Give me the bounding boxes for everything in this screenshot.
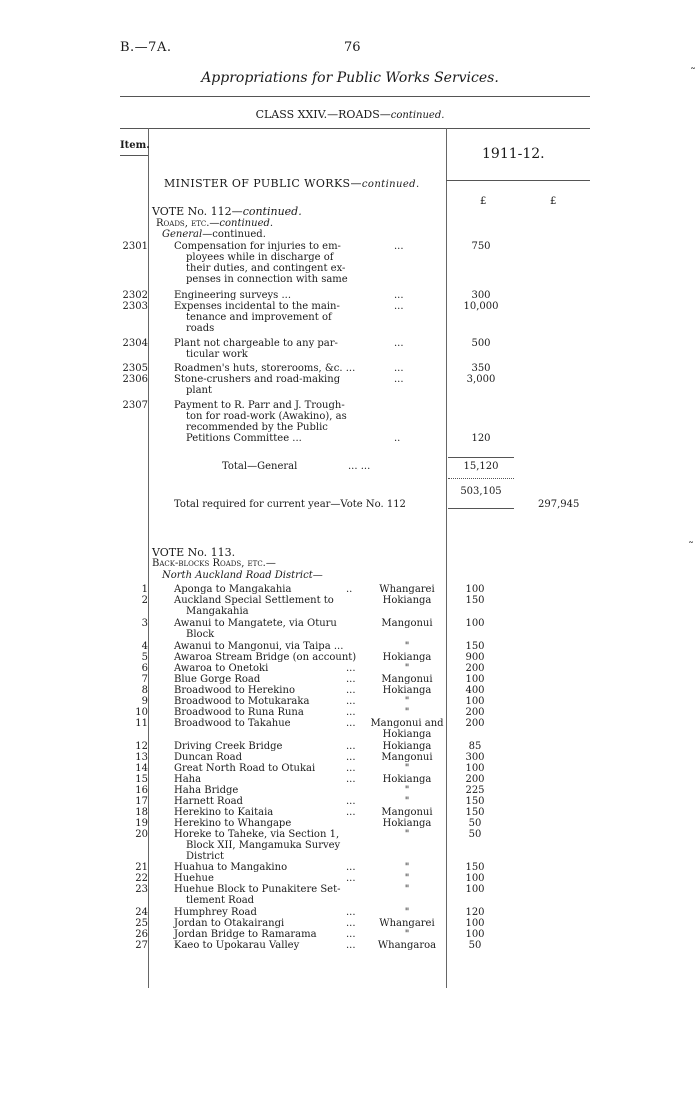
- item-description-line: tenance and improvement of: [186, 312, 332, 323]
- item-number: 23: [135, 884, 148, 895]
- item-description-line: Block XII, Mangamuka Survey: [186, 840, 341, 851]
- item-amount: 120: [465, 907, 485, 918]
- item-description-line: Kaeo to Upokarau Valley: [174, 940, 300, 951]
- item-amount: 200: [465, 707, 485, 718]
- item-description-line: ton for road-work (Awakino), as: [186, 411, 347, 422]
- item-description-line: Stone-crushers and road-making: [174, 374, 341, 385]
- item-description-line: Herekino to Whangape: [174, 818, 292, 829]
- item-description-line: Engineering surveys ...: [174, 290, 292, 301]
- total-general-amount: 15,120: [463, 461, 499, 472]
- minister-main: MINISTER OF PUBLIC WORKS—: [164, 177, 362, 190]
- item-number: 2: [141, 595, 148, 606]
- item-description-line: Harnett Road: [174, 796, 243, 807]
- item-number: 19: [135, 818, 148, 829]
- district-name: ": [404, 873, 410, 884]
- leader-dots: ...: [394, 338, 404, 349]
- item-amount: 200: [465, 774, 485, 785]
- item-number: 2304: [122, 338, 148, 349]
- vote-112-label: VOTE No. 112—: [152, 205, 243, 218]
- item-description-line: Awanui to Mangatete, via Oturu: [174, 618, 337, 629]
- item-description-line: Jordan Bridge to Ramarama: [174, 929, 317, 940]
- general-continued: —continued.: [202, 229, 266, 240]
- document-reference: B.—7A.: [120, 40, 172, 55]
- district-name: ": [404, 641, 410, 652]
- district-name: ": [404, 696, 410, 707]
- item-number: 1: [141, 584, 148, 595]
- item-amount: 100: [465, 929, 485, 940]
- leader-dots: ...: [394, 363, 404, 374]
- district-name: Mangonui: [381, 674, 433, 685]
- item-amount: 3,000: [466, 374, 496, 385]
- leader-dots: ...: [346, 696, 356, 707]
- district-name: Hokianga: [382, 652, 432, 663]
- item-amount: 200: [465, 718, 485, 729]
- item-number: 7: [141, 674, 148, 685]
- district-name: Whangaroa: [377, 940, 437, 951]
- table-top-rule: [120, 128, 590, 129]
- item-description-line: Awaroa to Onetoki: [174, 663, 269, 674]
- district-name: Mangonui and: [370, 718, 444, 729]
- item-amount: 100: [465, 618, 485, 629]
- leader-dots: ...: [346, 918, 356, 929]
- total-general-dots: ... ...: [348, 461, 371, 472]
- item-number: 21: [135, 862, 148, 873]
- item-amount: 50: [468, 940, 482, 951]
- roads-continued: continued.: [219, 218, 274, 229]
- item-number: 9: [141, 696, 148, 707]
- item-number: 24: [135, 907, 148, 918]
- leader-dots: ...: [346, 685, 356, 696]
- item-description-line: Haha: [174, 774, 202, 785]
- item-amount: 500: [471, 338, 491, 349]
- item-description-line: Humphrey Road: [174, 907, 257, 918]
- roads-heading: [156, 218, 273, 229]
- item-amount: 150: [465, 595, 485, 606]
- item-number: 27: [135, 940, 148, 951]
- minister-heading: [164, 177, 420, 190]
- general-label: General: [162, 229, 203, 240]
- leader-dots: ...: [346, 707, 356, 718]
- page-title: Appropriations for Public Works Services.: [201, 70, 499, 86]
- leader-dots: ...: [394, 241, 404, 252]
- total-general-label: Total—General: [222, 461, 298, 472]
- item-description-line: Broadwood to Motukaraka: [174, 696, 310, 707]
- item-description-line: Awaroa Stream Bridge (on account): [174, 652, 357, 663]
- item-header-rule: [120, 155, 148, 156]
- item-number: 11: [135, 718, 148, 729]
- total-general-rule: [448, 457, 514, 458]
- item-description-line: Roadmen's huts, storerooms, &c. ...: [174, 363, 356, 374]
- district-name: ": [404, 796, 410, 807]
- item-number: 6: [141, 663, 148, 674]
- item-description-line: Great North Road to Otukai: [174, 763, 316, 774]
- leader-dots: ...: [394, 301, 404, 312]
- item-number: 4: [141, 641, 148, 652]
- leader-dots: ...: [394, 290, 404, 301]
- district-name: ": [404, 862, 410, 873]
- item-description-line: roads: [186, 323, 215, 334]
- page-number: 76: [344, 40, 361, 55]
- leader-dots: ...: [346, 929, 356, 940]
- leader-dots: ...: [346, 796, 356, 807]
- item-number: 2301: [122, 241, 148, 252]
- item-amount: 350: [471, 363, 491, 374]
- margin-mark: ˜: [690, 66, 696, 80]
- item-description-line: their duties, and contingent ex-: [186, 263, 346, 274]
- item-amount: 150: [465, 641, 485, 652]
- item-description-line: Herekino to Kaitaia: [174, 807, 274, 818]
- item-amount: 10,000: [463, 301, 499, 312]
- item-amount: 100: [465, 696, 485, 707]
- item-number: 2302: [122, 290, 148, 301]
- leader-dots: ..: [346, 584, 353, 595]
- general-heading: [162, 229, 266, 240]
- item-amount: 225: [465, 785, 485, 796]
- item-amount: 150: [465, 796, 485, 807]
- leader-dots: ...: [346, 663, 356, 674]
- item-number: 10: [135, 707, 148, 718]
- item-description-line: penses in connection with same: [186, 274, 348, 285]
- item-amount: 100: [465, 584, 485, 595]
- leader-dots: ...: [394, 374, 404, 385]
- leader-dots: ...: [346, 862, 356, 873]
- leader-dots: ...: [346, 741, 356, 752]
- roads-label: Roads, etc.—: [156, 218, 220, 229]
- class-heading-continued: continued.: [390, 110, 445, 121]
- district-name: ": [404, 785, 410, 796]
- item-number: 2306: [122, 374, 148, 385]
- item-description-line: Petitions Committee ...: [186, 433, 302, 444]
- item-description-line: Haha Bridge: [174, 785, 239, 796]
- year-header: 1911-12.: [482, 146, 545, 162]
- leader-dots: ...: [346, 674, 356, 685]
- item-amount: 50: [468, 818, 482, 829]
- leader-dots: ...: [346, 940, 356, 951]
- item-amount: 150: [465, 807, 485, 818]
- leader-dots: ...: [346, 718, 356, 729]
- item-description-line: Broadwood to Runa Runa: [174, 707, 304, 718]
- district-name: ": [404, 907, 410, 918]
- item-description-line: Huehue Block to Punakitere Set-: [174, 884, 341, 895]
- leader-dots: ...: [346, 873, 356, 884]
- item-number: 12: [135, 741, 148, 752]
- item-number: 13: [135, 752, 148, 763]
- item-number: 22: [135, 873, 148, 884]
- item-column-rule: [148, 128, 149, 988]
- item-amount: 400: [465, 685, 485, 696]
- item-description-line: Mangakahia: [186, 606, 249, 617]
- district-heading: North Auckland Road District—: [162, 570, 323, 581]
- item-description-line: tlement Road: [186, 895, 255, 906]
- item-description-line: Payment to R. Parr and J. Trough-: [174, 400, 345, 411]
- item-description-line: Aponga to Mangakahia: [174, 584, 292, 595]
- leader-dots: ...: [346, 907, 356, 918]
- pound-column-2: £: [550, 196, 557, 207]
- item-description-line: Horeke to Taheke, via Section 1,: [174, 829, 340, 840]
- item-amount: 85: [468, 741, 482, 752]
- item-description-line: ticular work: [186, 349, 248, 360]
- item-description-line: Compensation for injuries to em-: [174, 241, 341, 252]
- item-description-line: Jordan to Otakairangi: [174, 918, 285, 929]
- item-number: 2305: [122, 363, 148, 374]
- district-name: ": [404, 663, 410, 674]
- item-description-line: Awanui to Mangonui, via Taipa ...: [174, 641, 344, 652]
- class-heading-main: CLASS XXIV.—ROADS—: [255, 108, 391, 121]
- district-name: ": [404, 763, 410, 774]
- subtotal-rule: [448, 478, 514, 479]
- vote-112-subtotal: 503,105: [460, 486, 502, 497]
- item-description-line: Blue Gorge Road: [174, 674, 261, 685]
- amount-column-rule: [446, 128, 447, 988]
- district-name: Hokianga: [382, 818, 432, 829]
- total-required-rule: [448, 508, 514, 509]
- item-description-line: Broadwood to Takahue: [174, 718, 291, 729]
- item-number: 20: [135, 829, 148, 840]
- district-name: Hokianga: [382, 729, 432, 740]
- item-description-line: ployees while in discharge of: [186, 252, 334, 263]
- item-amount: 100: [465, 763, 485, 774]
- item-description-line: District: [186, 851, 224, 862]
- district-name: Mangonui: [381, 752, 433, 763]
- item-number: 3: [141, 618, 148, 629]
- minister-continued: continued.: [361, 179, 420, 190]
- item-amount: 100: [465, 918, 485, 929]
- item-number: 17: [135, 796, 148, 807]
- item-description-line: recommended by the Public: [186, 422, 328, 433]
- item-description-line: Driving Creek Bridge: [174, 741, 283, 752]
- item-number: 16: [135, 785, 148, 796]
- leader-dots: ...: [346, 774, 356, 785]
- item-description-line: plant: [186, 385, 213, 396]
- item-amount: 300: [465, 752, 485, 763]
- leader-dots: ...: [346, 763, 356, 774]
- district-name: Hokianga: [382, 595, 432, 606]
- item-description-line: Block: [186, 629, 215, 640]
- item-description-line: Duncan Road: [174, 752, 242, 763]
- class-heading: [0, 108, 700, 121]
- margin-mark: ˜: [688, 540, 694, 554]
- item-number: 8: [141, 685, 148, 696]
- item-number: 18: [135, 807, 148, 818]
- item-amount: 120: [471, 433, 491, 444]
- item-description-line: Expenses incidental to the main-: [174, 301, 340, 312]
- item-amount: 200: [465, 663, 485, 674]
- item-number: 2307: [122, 400, 148, 411]
- total-required-amount: 297,945: [538, 499, 580, 510]
- total-required-label: Total required for current year—Vote No. 112: [174, 499, 406, 510]
- item-amount: 100: [465, 873, 485, 884]
- vote-112-heading: [152, 205, 302, 218]
- district-name: Mangonui: [381, 807, 433, 818]
- district-name: ": [404, 884, 410, 895]
- item-amount: 750: [471, 241, 491, 252]
- district-name: ": [404, 707, 410, 718]
- item-description-line: Plant not chargeable to any par-: [174, 338, 338, 349]
- district-name: Mangonui: [381, 618, 433, 629]
- item-description-line: Auckland Special Settlement to: [174, 595, 334, 606]
- item-amount: 300: [471, 290, 491, 301]
- district-name: Whangarei: [379, 918, 435, 929]
- item-description-line: Huahua to Mangakino: [174, 862, 288, 873]
- item-amount: 150: [465, 862, 485, 873]
- district-name: Hokianga: [382, 741, 432, 752]
- item-number: 25: [135, 918, 148, 929]
- vote-113-heading: VOTE No. 113.: [152, 546, 236, 559]
- header-rule: [120, 96, 590, 97]
- back-blocks-heading: Back-blocks Roads, etc.—: [152, 558, 276, 569]
- district-name: ": [404, 929, 410, 940]
- item-amount: 100: [465, 674, 485, 685]
- item-number: 2303: [122, 301, 148, 312]
- pound-column-1: £: [480, 196, 487, 207]
- leader-dots: ..: [394, 433, 401, 444]
- item-number: 15: [135, 774, 148, 785]
- item-amount: 900: [465, 652, 485, 663]
- item-amount: 100: [465, 884, 485, 895]
- item-amount: 50: [468, 829, 482, 840]
- leader-dots: ...: [346, 752, 356, 763]
- item-number: 26: [135, 929, 148, 940]
- vote-112-continued: continued.: [242, 205, 302, 218]
- item-description-line: Huehue: [174, 873, 214, 884]
- item-number: 14: [135, 763, 148, 774]
- district-name: Whangarei: [379, 584, 435, 595]
- district-name: Hokianga: [382, 774, 432, 785]
- item-description-line: Broadwood to Herekino: [174, 685, 295, 696]
- item-column-header: Item.: [120, 140, 150, 151]
- item-number: 5: [141, 652, 148, 663]
- district-name: Hokianga: [382, 685, 432, 696]
- district-name: ": [404, 829, 410, 840]
- leader-dots: ...: [346, 807, 356, 818]
- year-rule: [446, 180, 590, 181]
